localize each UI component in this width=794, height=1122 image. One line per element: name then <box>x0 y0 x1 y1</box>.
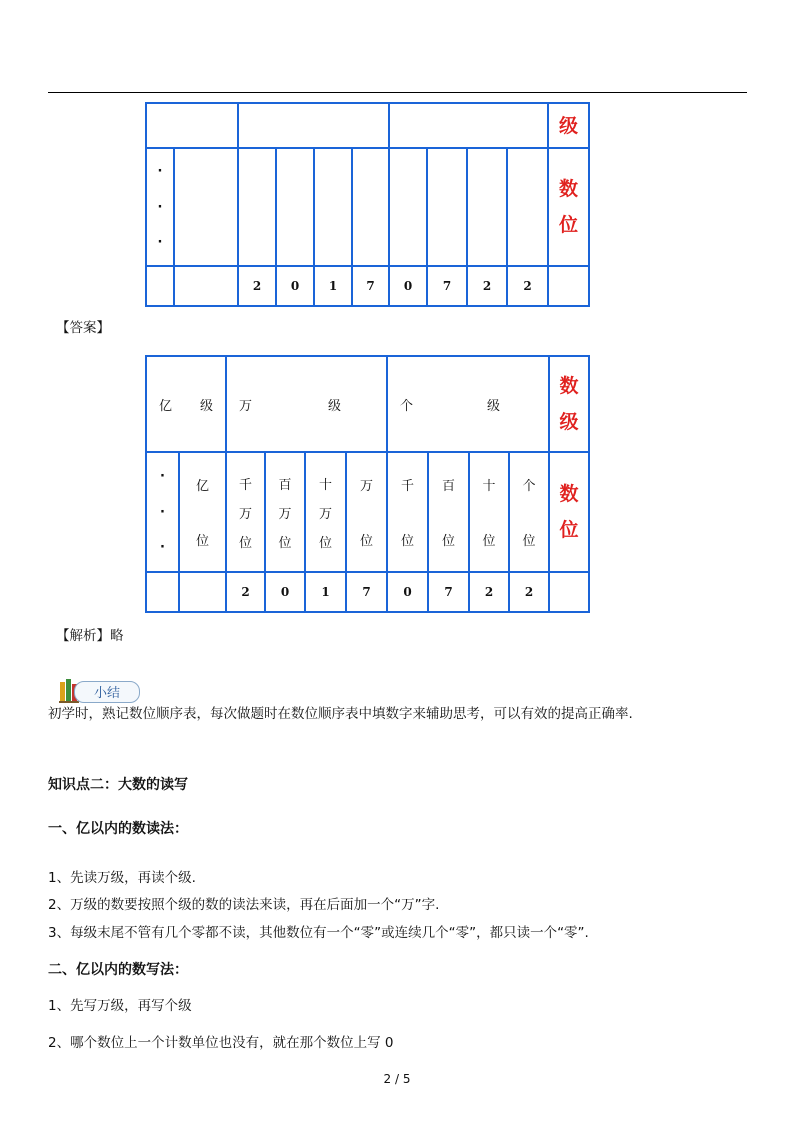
place-value-table-answer <box>145 355 590 613</box>
level-label: 数 级 <box>549 356 589 452</box>
place-cell-ge: 个 位 <box>509 452 549 572</box>
digit-cell: 7 <box>346 572 387 612</box>
digit-cell: 7 <box>428 572 469 612</box>
ge-level-cell: 个 级 <box>387 356 549 452</box>
position-label: 数 位 <box>549 452 589 572</box>
digit-cell <box>179 572 226 612</box>
position-label: 数 位 <box>548 148 589 266</box>
digit-cell: 0 <box>276 266 314 306</box>
wan-level-cell <box>238 103 389 148</box>
section-title: 知识点二：大数的读写 <box>48 777 188 793</box>
wan-level-cell: 万 级 <box>226 356 387 452</box>
digit-cell: 2 <box>467 266 507 306</box>
place-cell <box>238 148 276 266</box>
summary-text: 初学时，熟记数位顺序表，每次做题时在数位顺序表中填数字来辅助思考，可以有效的提高正确率. <box>48 706 633 722</box>
place-cell-bai: 百 位 <box>428 452 469 572</box>
write-heading: 二、亿以内的数写法： <box>48 962 188 978</box>
header-rule <box>48 92 747 93</box>
digit-cell: 2 <box>469 572 509 612</box>
answer-label: 【答案】 <box>56 320 110 336</box>
place-cell-yi: 亿 位 <box>179 452 226 572</box>
digit-cell <box>146 266 174 306</box>
dot: · <box>157 164 163 179</box>
read-heading: 一、亿以内的数读法： <box>48 821 188 837</box>
dot: · <box>157 199 163 215</box>
dots-cell <box>146 148 174 266</box>
digit-cell: 7 <box>352 266 389 306</box>
place-cell-shiwan: 十 万 位 <box>305 452 346 572</box>
place-cell-qian: 千 位 <box>387 452 428 572</box>
digit-cell: 0 <box>265 572 305 612</box>
dots-cell <box>146 452 179 572</box>
digit-cell: 7 <box>427 266 467 306</box>
ge-level-cell <box>389 103 548 148</box>
yi-level-cell <box>146 103 238 148</box>
read-rule-3: 3、每级末尾不管有几个零都不读，其他数位有一个“零”或连续几个“零”，都只读一个“零”. <box>48 925 589 941</box>
place-cell-qianwan: 千 万 位 <box>226 452 265 572</box>
summary-badge-label: 小结 <box>94 686 121 701</box>
digit-cell <box>549 572 589 612</box>
analysis-text: 【解析】略 <box>56 628 124 644</box>
write-rule-2: 2、哪个数位上一个计数单位也没有，就在那个数位上写 0 <box>48 1035 394 1051</box>
digit-cell: 2 <box>226 572 265 612</box>
dot: · <box>160 540 165 555</box>
place-cell <box>389 148 427 266</box>
digit-cell: 1 <box>305 572 346 612</box>
write-rule-1: 1、先写万级，再写个级 <box>48 998 192 1014</box>
digit-cell: 2 <box>507 266 548 306</box>
dot: · <box>160 469 165 484</box>
place-cell <box>174 148 238 266</box>
place-cell <box>276 148 314 266</box>
place-cell <box>507 148 548 266</box>
digit-cell: 2 <box>509 572 549 612</box>
digit-cell: 0 <box>389 266 427 306</box>
digit-cell <box>146 572 179 612</box>
place-cell <box>427 148 467 266</box>
digit-cell: 2 <box>238 266 276 306</box>
place-cell-shi: 十 位 <box>469 452 509 572</box>
read-rule-1: 1、先读万级，再读个级. <box>48 870 196 886</box>
dot: · <box>160 504 165 520</box>
digit-cell: 0 <box>387 572 428 612</box>
place-cell <box>467 148 507 266</box>
dot: · <box>157 235 163 250</box>
place-cell-wan: 万 位 <box>346 452 387 572</box>
digit-cell: 1 <box>314 266 352 306</box>
page-number: 2 / 5 <box>383 1072 411 1086</box>
place-cell <box>314 148 352 266</box>
digit-cell <box>174 266 238 306</box>
level-label: 级 <box>548 103 589 148</box>
place-cell <box>352 148 389 266</box>
place-cell-baiwan: 百 万 位 <box>265 452 305 572</box>
yi-level-cell: 亿 级 <box>146 356 226 452</box>
summary-badge <box>58 676 142 704</box>
read-rule-2: 2、万级的数要按照个级的数的读法来读，再在后面加一个“万”字. <box>48 897 440 913</box>
digit-cell <box>548 266 589 306</box>
place-value-table-blank <box>145 102 590 307</box>
